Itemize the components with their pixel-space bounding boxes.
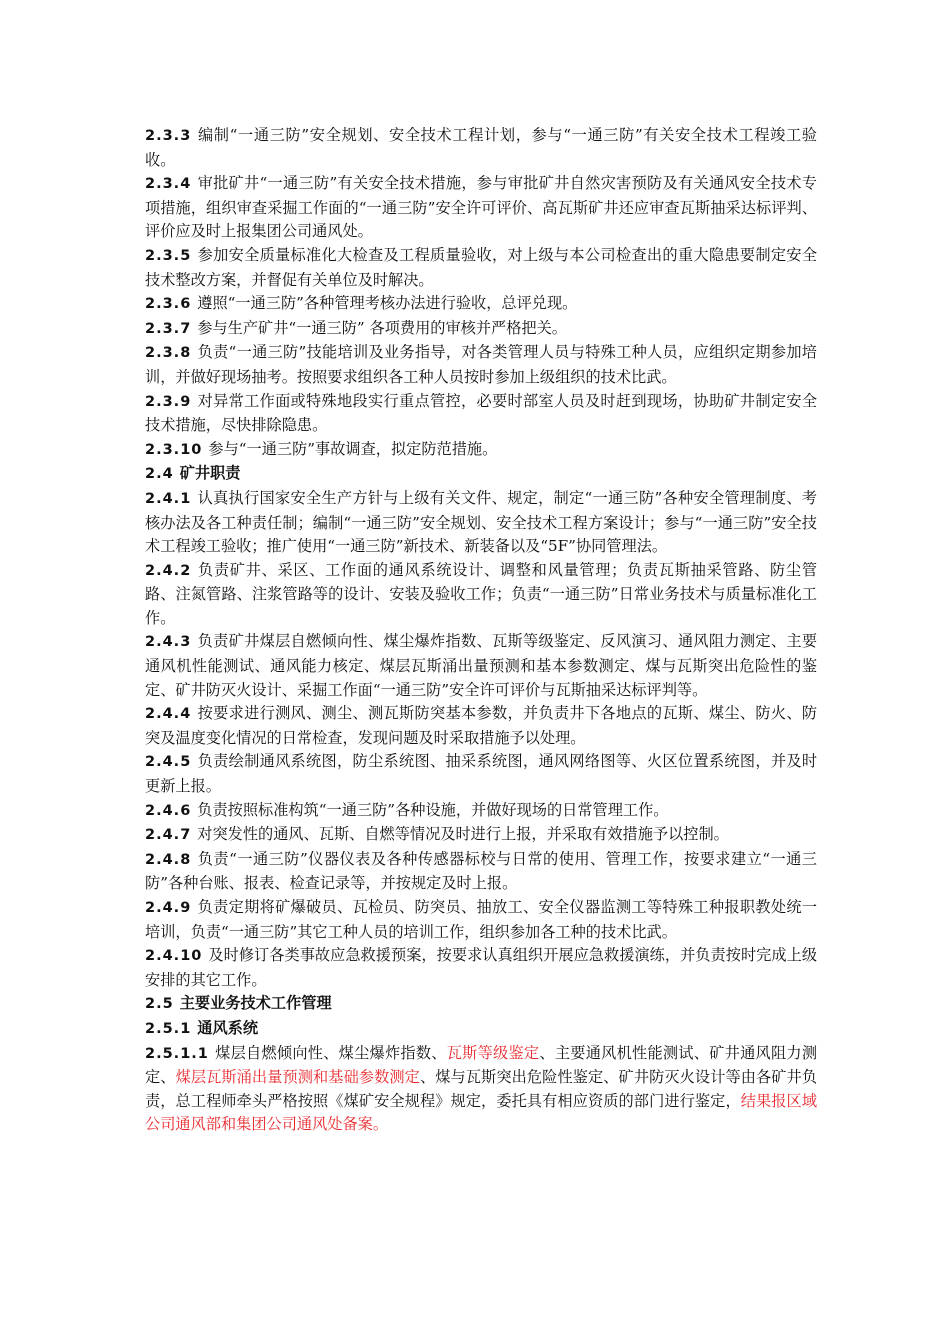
clause-number: 2.4 xyxy=(145,466,174,483)
clause-number: 2.4.8 xyxy=(145,851,192,868)
clause-paragraph xyxy=(145,292,817,317)
clause-number: 2.3.9 xyxy=(145,393,192,410)
clause-number: 2.4.2 xyxy=(145,562,192,579)
clause-paragraph xyxy=(145,341,817,389)
clause-text: 负责按照标准构筑“一通三防”各种设施，并做好现场的日常管理工作。 xyxy=(197,800,669,819)
clause-paragraph xyxy=(145,487,817,559)
clause-number: 2.5.1.1 xyxy=(145,1045,209,1062)
clause-paragraph xyxy=(145,702,817,750)
clause-paragraph xyxy=(145,244,817,292)
clause-number: 2.4.10 xyxy=(145,948,203,965)
clause-number: 2.4.5 xyxy=(145,754,192,771)
clause-text: 遵照“一通三防”各种管理考核办法进行验收，总评兑现。 xyxy=(197,294,578,313)
clause-paragraph xyxy=(145,896,817,944)
clause-paragraph xyxy=(145,1042,817,1137)
clause-text: 负责“一通三防”技能培训及业务指导，对各类管理人员与特殊工种人员，应组织定期参加培训，并做好现场抽考。按照要求组织各工种人员按时参加上级组织的技术比武。 xyxy=(145,343,817,386)
clause-text: 认真执行国家安全生产方针与上级有关文件、规定，制定“一通三防”各种安全管理制度、考核办法及各工种责任制；编制“一通三防”安全规划、安全技术工程方案设计；参与“一通三防”安全技术工程竣工验收；推广使用“一通三防”新技术、新装备以及“5F”协同管理法。 xyxy=(145,488,817,556)
section-title: 矿井职责 xyxy=(179,464,241,483)
clause-text: 对异常工作面或特殊地段实行重点管控，必要时部室人员及时赶到现场，协助矿井制定安全技术措施，尽快排除隐患。 xyxy=(145,391,817,435)
document-body xyxy=(145,124,817,1137)
clause-number: 2.3.5 xyxy=(145,247,192,264)
clause-text: 按要求进行测风、测尘、测瓦斯防突基本参数，并负责井下各地点的瓦斯、煤尘、防火、防突及温度变化情况的日常检查，发现问题及时采取措施予以处理。 xyxy=(145,704,817,747)
clause-number: 2.3.8 xyxy=(145,345,192,362)
clause-text: 对突发性的通风、瓦斯、自燃等情况及时进行上报，并采取有效措施予以控制。 xyxy=(197,825,729,844)
clause-number: 2.3.3 xyxy=(145,128,192,144)
clause-paragraph xyxy=(145,799,817,824)
clause-number: 2.3.6 xyxy=(145,296,192,313)
clause-paragraph xyxy=(145,750,817,798)
clause-text: 煤层自燃倾向性、煤尘爆炸指数、 xyxy=(214,1043,447,1062)
clause-paragraph xyxy=(145,438,817,463)
clause-text: 编制“一通三防”安全规划、安全技术工程计划，参与“一通三防”有关安全技术工程竣工验收。 xyxy=(145,126,817,169)
section-heading xyxy=(145,462,817,487)
section-heading xyxy=(145,992,817,1017)
clause-number: 2.4.3 xyxy=(145,634,192,651)
clause-paragraph xyxy=(145,630,817,702)
clause-number: 2.4.7 xyxy=(145,827,192,844)
section-heading xyxy=(145,1017,817,1042)
clause-text: 、主要通风机性能测试、矿井通风阻力测定、 xyxy=(145,1043,818,1087)
clause-text: 参加安全质量标准化大检查及工程质量验收，对上级与本公司检查出的重大隐患要制定安全技术整改方案，并督促有关单位及时解决。 xyxy=(145,245,817,289)
clause-paragraph xyxy=(145,317,817,342)
clause-text: 负责“一通三防”仪器仪表及各种传感器标校与日常的使用、管理工作，按要求建立“一通三防”各种台账、报表、检查记录等，并按规定及时上报。 xyxy=(145,849,817,893)
clause-number: 2.4.1 xyxy=(145,490,192,507)
clause-text: 、煤与瓦斯突出危险性鉴定、矿井防灭火设计等由各矿井负责，总工程师牵头严格按照《煤矿安全规程》规定，委托具有相应资质的部门进行鉴定， xyxy=(145,1068,818,1110)
clause-text: 负责矿井、采区、工作面的通风系统设计、调整和风量管理；负责瓦斯抽采管路、防尘管路、注氮管路、注浆管路等的设计、安装及验收工作；负责“一通三防”日常业务技术与质量标准化工作。 xyxy=(145,560,817,627)
clause-number: 2.5 xyxy=(145,996,174,1013)
section-title: 通风系统 xyxy=(197,1018,259,1037)
clause-paragraph xyxy=(145,390,817,438)
clause-paragraph xyxy=(145,124,817,172)
clause-number: 2.4.6 xyxy=(145,802,192,819)
clause-paragraph xyxy=(145,172,817,244)
clause-number: 2.4.9 xyxy=(145,900,192,916)
clause-paragraph xyxy=(145,823,817,848)
highlighted-text: 结果报区域公司通风部和集团公司通风处备案。 xyxy=(145,1091,818,1134)
clause-text: 参与生产矿井“一通三防” 各项费用的审核并严格把关。 xyxy=(197,318,567,337)
clause-text: 负责绘制通风系统图，防尘系统图、抽采系统图，通风网络图等、火区位置系统图，并及时更新上报。 xyxy=(145,752,817,796)
clause-number: 2.3.10 xyxy=(145,441,203,458)
clause-text: 及时修订各类事故应急救援预案，按要求认真组织开展应急救援演练，并负责按时完成上级安排的其它工作。 xyxy=(145,946,817,989)
clause-number: 2.3.7 xyxy=(145,320,192,337)
clause-text: 负责定期将矿爆破员、瓦检员、防突员、抽放工、安全仪器监测工等特殊工种报职教处统一培训，负责“一通三防”其它工种人员的培训工作，组织参加各工种的技术比武。 xyxy=(145,898,817,941)
clause-number: 2.4.4 xyxy=(145,706,192,723)
clause-text: 参与“一通三防”事故调查，拟定防范措施。 xyxy=(208,439,498,458)
clause-number: 2.5.1 xyxy=(145,1020,192,1037)
clause-number: 2.3.4 xyxy=(145,176,192,193)
highlighted-text: 瓦斯等级鉴定 xyxy=(446,1043,540,1062)
clause-text: 审批矿井“一通三防”有关安全技术措施，参与审批矿井自然灾害预防及有关通风安全技术专项措施，组织审查采掘工作面的“一通三防”安全许可评价、高瓦斯矿井还应审查瓦斯抽采达标评判、评价应及时上报集团公司通风处。 xyxy=(145,174,817,241)
clause-paragraph xyxy=(145,559,817,631)
clause-text: 负责矿井煤层自燃倾向性、煤尘爆炸指数、瓦斯等级鉴定、反风演习、通风阻力测定、主要通风机性能测试、通风能力核定、煤层瓦斯涌出量预测和基本参数测定、煤与瓦斯突出危险性的鉴定、矿井防灭火设计、采掘工作面“一通三防”安全许可评价与瓦斯抽采达标评判等。 xyxy=(145,632,817,699)
highlighted-text: 煤层瓦斯涌出量预测和基础参数测定 xyxy=(175,1068,420,1087)
clause-paragraph xyxy=(145,848,817,896)
clause-paragraph xyxy=(145,944,817,992)
section-title: 主要业务技术工作管理 xyxy=(179,994,332,1013)
